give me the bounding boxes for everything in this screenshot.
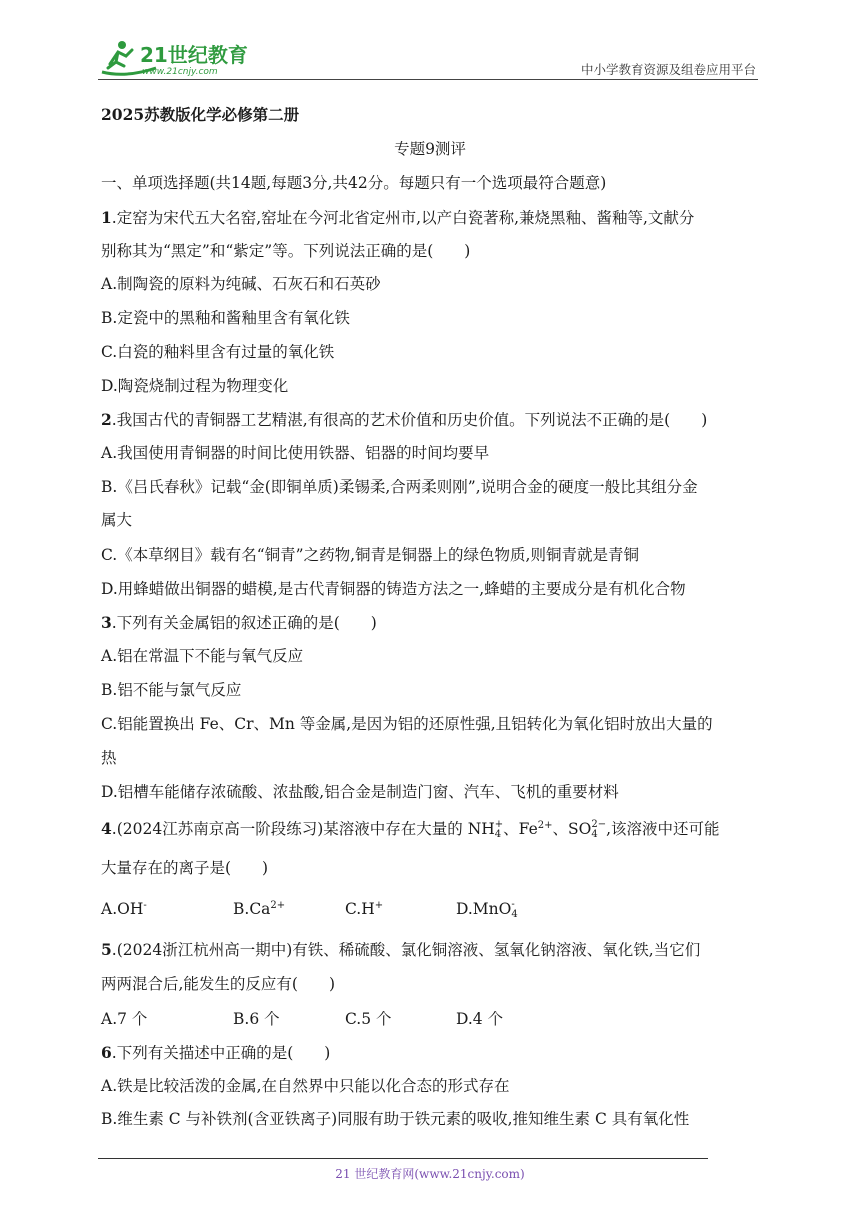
question-number: 2 bbox=[101, 410, 112, 429]
question-4-stem: 4.(2024江苏南京高一阶段练习)某溶液中存在大量的 NH + 4 、$Fe^{2+}$、SO 2− 4 ,该溶液中还可能 bbox=[101, 819, 720, 840]
so4-charge: 2− 4 bbox=[591, 819, 607, 840]
option-5c[interactable]: C.5 个 bbox=[345, 1010, 392, 1028]
option-5a[interactable]: A.7 个 bbox=[101, 1010, 148, 1028]
option-3b[interactable]: B.铝不能与氯气反应 bbox=[101, 681, 242, 699]
option-5b[interactable]: B.6 个 bbox=[233, 1010, 280, 1028]
option-4c[interactable]: C.H+ bbox=[345, 899, 384, 918]
option-1c[interactable]: C.白瓷的釉料里含有过量的氧化铁 bbox=[101, 343, 335, 361]
option-4b[interactable]: $B.Ca^{2+}$ bbox=[233, 899, 286, 918]
question-number: 4 bbox=[101, 819, 112, 838]
option-3d[interactable]: D.铝槽车能储存浓硫酸、浓盐酸,铝合金是制造门窗、汽车、飞机的重要材料 bbox=[101, 783, 619, 801]
option-3c-cont: 热 bbox=[101, 749, 117, 767]
section-heading: 一、单项选择题(共14题,每题3分,共42分。每题只有一个选项最符合题意) bbox=[101, 174, 607, 192]
runner-logo-icon bbox=[96, 38, 256, 78]
site-logo[interactable] bbox=[96, 38, 256, 78]
logo-text: 21世纪教育 bbox=[140, 43, 248, 67]
question-number: 1 bbox=[101, 208, 112, 227]
option-3a[interactable]: A.铝在常温下不能与氧气反应 bbox=[101, 647, 304, 665]
question-4-stem-cont: 大量存在的离子是( ) bbox=[101, 859, 269, 877]
question-5-stem-cont: 两两混合后,能发生的反应有( ) bbox=[101, 975, 336, 993]
option-2b[interactable]: B.《吕氏春秋》记载“金(即铜单质)柔锡柔,合两柔则刚”,说明合金的硬度一般比其组分金 bbox=[101, 478, 698, 496]
option-2c[interactable]: C.《本草纲目》载有名“铜青”之药物,铜青是铜器上的绿色物质,则铜青就是青铜 bbox=[101, 546, 639, 564]
question-3-stem: 3.下列有关金属铝的叙述正确的是( ) bbox=[101, 613, 377, 632]
option-5d[interactable]: D.4 个 bbox=[456, 1010, 504, 1028]
option-1d[interactable]: D.陶瓷烧制过程为物理变化 bbox=[101, 377, 289, 395]
footer-link[interactable]: 21 世纪教育网(www.21cnjy.com) bbox=[335, 1167, 525, 1181]
footer-divider bbox=[98, 1158, 708, 1159]
option-4a[interactable]: A.OH- bbox=[101, 899, 147, 918]
option-2b-cont: 属大 bbox=[101, 511, 133, 529]
question-6-stem: 6.下列有关描述中正确的是( ) bbox=[101, 1043, 331, 1062]
page-title: 专题9测评 bbox=[394, 140, 466, 158]
option-2a[interactable]: A.我国使用青铜器的时间比使用铁器、铝器的时间均要早 bbox=[101, 444, 490, 462]
question-1-stem: 1.定窑为宋代五大名窑,窑址在今河北省定州市,以产白瓷著称,兼烧黑釉、酱釉等,文献分 bbox=[101, 208, 695, 227]
nh4-charge: + 4 bbox=[494, 819, 504, 840]
question-1-stem-cont: 别称其为“黑定”和“紫定”等。下列说法正确的是( ) bbox=[101, 242, 471, 260]
option-1b[interactable]: B.定瓷中的黑釉和酱釉里含有氧化铁 bbox=[101, 309, 350, 327]
question-2-stem: 2.我国古代的青铜器工艺精湛,有很高的艺术价值和历史价值。下列说法不正确的是( ) bbox=[101, 410, 708, 429]
option-2d[interactable]: D.用蜂蜡做出铜器的蜡模,是古代青铜器的铸造方法之一,蜂蜡的主要成分是有机化合物 bbox=[101, 580, 686, 598]
question-number: 5 bbox=[101, 940, 112, 959]
platform-label: 中小学教育资源及组卷应用平台 bbox=[580, 62, 756, 77]
header-divider bbox=[98, 79, 758, 80]
book-title: 2025苏教版化学必修第二册 bbox=[101, 105, 300, 124]
option-4d[interactable]: D.MnO - 4 bbox=[456, 899, 518, 920]
logo-url: www.21cnjy.com bbox=[142, 67, 218, 77]
option-6a[interactable]: A.铁是比较活泼的金属,在自然界中只能以化合态的形式存在 bbox=[101, 1077, 510, 1095]
option-6b[interactable]: B.维生素 C 与补铁剂(含亚铁离子)同服有助于铁元素的吸收,推知维生素 C 具有氧化性 bbox=[101, 1110, 690, 1128]
option-3c[interactable]: C.铝能置换出 Fe、Cr、Mn 等金属,是因为铝的还原性强,且铝转化为氧化铝时放出大量的 bbox=[101, 715, 713, 733]
question-number: 6 bbox=[101, 1043, 112, 1062]
mno4-charge: - 4 bbox=[511, 899, 518, 920]
question-5-stem: 5.(2024浙江杭州高一期中)有铁、稀硫酸、氯化铜溶液、氢氧化钠溶液、氧化铁,当它们 bbox=[101, 940, 701, 959]
option-1a[interactable]: A.制陶瓷的原料为纯碱、石灰石和石英砂 bbox=[101, 275, 381, 293]
question-number: 3 bbox=[101, 613, 112, 632]
